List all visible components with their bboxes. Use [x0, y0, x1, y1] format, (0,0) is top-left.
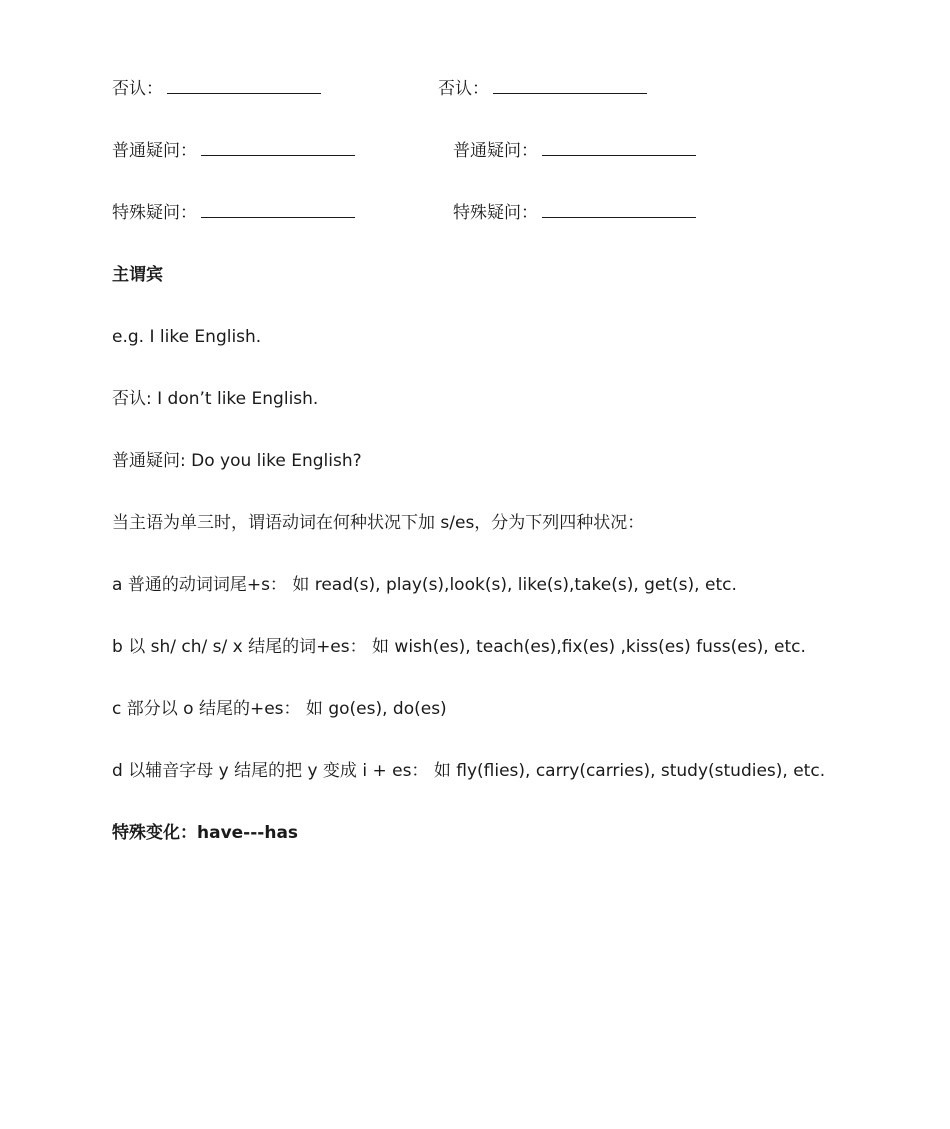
- rule-c: c 部分以 o 结尾的+es： 如 go(es), do(es): [112, 699, 447, 719]
- answer-blank: [167, 79, 321, 94]
- rule-intro: 当主语为单三时，谓语动词在何种状况下加 s/es，分为下列四种状况：: [112, 513, 645, 533]
- special-question-label: 特殊疑问：: [112, 203, 197, 223]
- general-question-label: 普通疑问：: [453, 141, 538, 161]
- fill-row-special-question-left: [112, 202, 355, 224]
- negation-sentence: 否认: I don’t like English.: [112, 389, 319, 409]
- rule-d: d 以辅音字母 y 结尾的把 y 变成 i + es： 如 fly(flies), carry(carries), study(studies), etc.: [112, 761, 826, 781]
- fill-row-negation-left: [112, 78, 321, 100]
- fill-row-general-question-right: [453, 140, 696, 162]
- negation-label: 否认：: [112, 79, 163, 99]
- rule-a: a 普通的动词词尾+s： 如 read(s), play(s),look(s), like(s),take(s), get(s), etc.: [112, 575, 737, 595]
- section-heading: 主谓宾: [112, 265, 163, 285]
- fill-row-special-question-right: [453, 202, 696, 224]
- special-question-label: 特殊疑问：: [453, 203, 538, 223]
- fill-row-negation-right: [438, 78, 647, 100]
- special-change: 特殊变化：have---has: [112, 823, 299, 843]
- negation-label: 否认：: [438, 79, 489, 99]
- general-question-label: 普通疑问：: [112, 141, 197, 161]
- answer-blank: [542, 141, 696, 156]
- fill-row-general-question-left: [112, 140, 355, 162]
- answer-blank: [542, 203, 696, 218]
- general-question-sentence: 普通疑问: Do you like English?: [112, 451, 362, 471]
- answer-blank: [201, 141, 355, 156]
- rule-b: b 以 sh/ ch/ s/ x 结尾的词+es： 如 wish(es), teach(es),fix(es) ,kiss(es) fuss(es), etc.: [112, 637, 806, 657]
- answer-blank: [201, 203, 355, 218]
- answer-blank: [493, 79, 647, 94]
- example-sentence: e.g. I like English.: [112, 327, 262, 347]
